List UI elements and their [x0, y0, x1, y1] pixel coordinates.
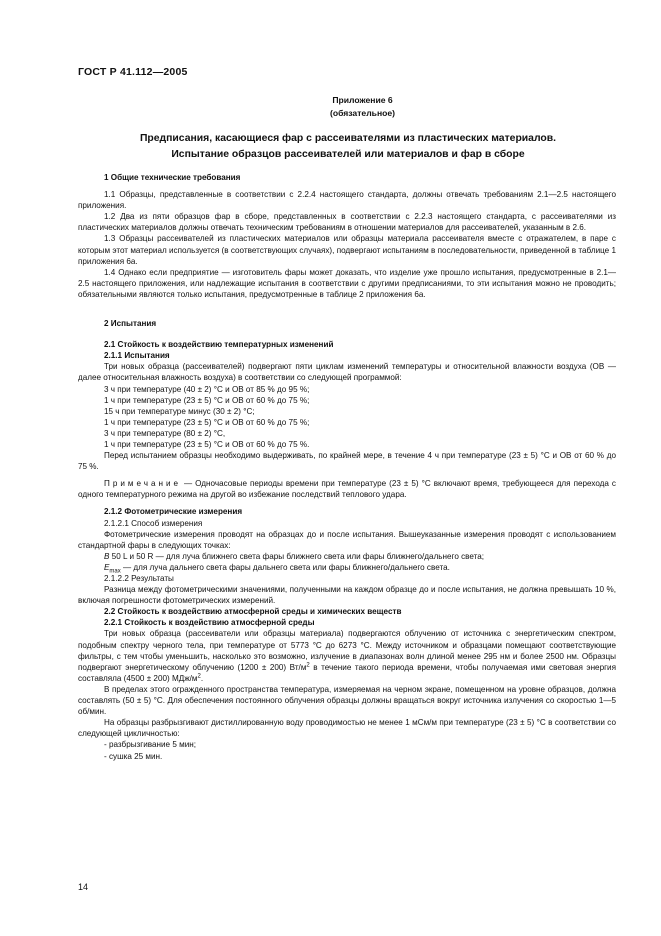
cycle-item: - разбрызгивание 5 мин; — [104, 740, 196, 750]
measurement-point-2 — [78, 562, 616, 573]
symbol-e-subscript: max — [109, 568, 121, 575]
clause-2-1-2-2-text: Разница между фотометрическими значениями, полученными на каждом образце до и после испытания, не должна превышать 10 %, включая погрешности фотометрических измерений. — [78, 585, 616, 606]
clause-2-1-2-1-text: Фотометрические измерения проводят на образцах до и после испытания. Вышеуказанные измерения проводят с использованием стандартной фары в следующих точках: — [78, 529, 616, 550]
program-item: 1 ч при температуре (23 ± 5) °С и ОВ от 60 % до 75 %. — [104, 439, 310, 449]
note — [78, 478, 616, 500]
superscript-2: 2 — [306, 662, 310, 669]
clause-2-1-2-1-heading: 2.1.2.1 Способ измерения — [104, 518, 203, 528]
clause-2-1-heading: 2.1 Стойкость к воздействию температурных изменений — [104, 340, 334, 350]
clause-2-1-2-2-heading: 2.1.2.2 Результаты — [104, 574, 174, 583]
clause-1-4: 1.4 Однако если предприятие — изготовитель фары может доказать, что изделие уже прошло испытания, предусмотренные в 2.1—2.5 настоящего приложения, или надлежащие испытания в соответствии с другими предписаниями, то эти испытания можно не проводить; обязательными являются только испытания, предусмотренные в таблице 2 приложения 6а. — [78, 267, 616, 299]
measurement-point-1 — [78, 551, 616, 562]
clause-2-2-1-heading: 2.2.1 Стойкость к воздействию атмосферной среды — [104, 618, 315, 628]
irradiation-text-c: . — [200, 673, 204, 683]
standard-header: ГОСТ Р 41.112—2005 — [78, 66, 188, 78]
program-item: 1 ч при температуре (23 ± 5) °С и ОВ от 60 % до 75 %; — [104, 417, 310, 427]
annex-title-line-1: Предписания, касающиеся фар с рассеивателями из пластических материалов. — [139, 133, 557, 144]
annex-status: (обязательное) — [329, 108, 396, 118]
clause-2-2-1-text — [78, 628, 616, 683]
clause-2-1-1-heading: 2.1.1 Испытания — [104, 351, 170, 361]
clause-2-2-1-spray-text: На образцы разбрызгивают дистиллированную воду проводимостью не менее 1 мСм/м при температуре (23 ± 5) °С в соответствии со следующей цикличностью: — [78, 718, 616, 739]
section-1-heading: 1 Общие технические требования — [104, 173, 241, 182]
clause-2-2-heading: 2.2 Стойкость к воздействию атмосферной среды и химических веществ — [104, 607, 402, 617]
page-number: 14 — [78, 882, 89, 892]
measurement-point-2-text: — для луча дальнего света фары дальнего света или фары ближнего/дальнего света. — [120, 562, 450, 572]
program-item: 3 ч при температуре (40 ± 2) °С и ОВ от 85 % до 95 %; — [104, 384, 310, 394]
program-item: 3 ч при температуре (80 ± 2) °С, — [104, 428, 226, 438]
section-2-heading: 2 Испытания — [104, 319, 157, 329]
program-item: 1 ч при температуре (23 ± 5) °С и ОВ от 60 % до 75 %; — [104, 395, 310, 405]
annex-title-line-2: Испытание образцов рассеивателей или материалов и фар в сборе — [171, 149, 525, 160]
note-text: — Одночасовые периоды времени при температуре (23 ± 5) °С включают время, требующееся для перехода с одного температурного режима на другой во избежание последствий теплового удара. — [78, 479, 616, 500]
cycle-item: - сушка 25 мин. — [104, 751, 163, 761]
symbol-b: B — [104, 551, 110, 561]
body-text — [78, 172, 616, 762]
clause-1-1: 1.1 Образцы, представленные в соответствии с 2.2.4 настоящего стандарта, должны отвечать требованиям 2.1—2.5 настоящего приложения. — [78, 190, 616, 211]
symbol-e: E — [104, 562, 110, 572]
note-label: Примечание — [104, 479, 182, 489]
clause-2-1-1-text: Три новых образца (рассеивателей) подвергают пяти циклам изменений температуры и относительной влажности воздуха (ОВ — далее относительная влажность воздуха) в соответствии со следующей программой: — [78, 362, 616, 383]
clause-2-2-1-temperature-text: В пределах этого огражденного пространства температура, измеряемая на черном экране, помещенном на уровне образцов, должна составлять (50 ± 5) °С. Для обеспечения постоянного облучения образцы должны вращаться вокруг источника излучения со скоростью 1—5 об/мин. — [78, 684, 616, 717]
irradiation-text-b: в течение такого периода времени, чтобы получаемая ими световая энергия составляла (4500 ± 200) МДж/м — [78, 662, 616, 683]
clause-1-3: 1.3 Образцы рассеивателей из пластических материалов или образцы материала рассеивателя вместе с отражателем, в паре с которым этот материал используется (в соответствующих случаях), подвергают испытаниям в последовательности, приведенной в таблице 1 приложения 6а. — [78, 234, 616, 266]
preconditioning-text: Перед испытанием образцы необходимо выдерживать, по крайней мере, в течение 4 ч при температуре (23 ± 5) °С и ОВ от 60 % до 75 %. — [78, 451, 616, 472]
superscript-2: 2 — [197, 673, 201, 680]
clause-1-2: 1.2 Два из пяти образцов фар в сборе, представленных в соответствии с 2.2.3 настоящего стандарта, с рассеивателями из пластических материалов должны отвечать техническим требованиям в отношении материалов для рассеивателей, указанным в 2.6. — [78, 212, 616, 233]
clause-2-1-2-heading: 2.1.2 Фотометрические измерения — [104, 507, 243, 517]
irradiation-text-a: Три новых образца (рассеиватели или образцы материала) подвергаются облучению от источника с энергетическим спектром, подобным спектру черного тела, при температуре от 5773 °С до 6273 °С. Между источником и образцами помещают соответствующие фильтры, с тем чтобы уменьшить, насколько это возможно, излучение в диапазонах волн длиной менее 295 нм и более 2500 нм. Образцы подвергают энергетическому облучению (1200 ± 200) Вт/м — [78, 629, 616, 672]
annex-label: Приложение 6 — [332, 95, 393, 105]
program-item: 15 ч при температуре минус (30 ± 2) °С; — [104, 406, 255, 416]
measurement-point-1-text: 50 L и 50 R — для луча ближнего света фары ближнего света или фары ближнего/дальнего света; — [109, 551, 485, 561]
